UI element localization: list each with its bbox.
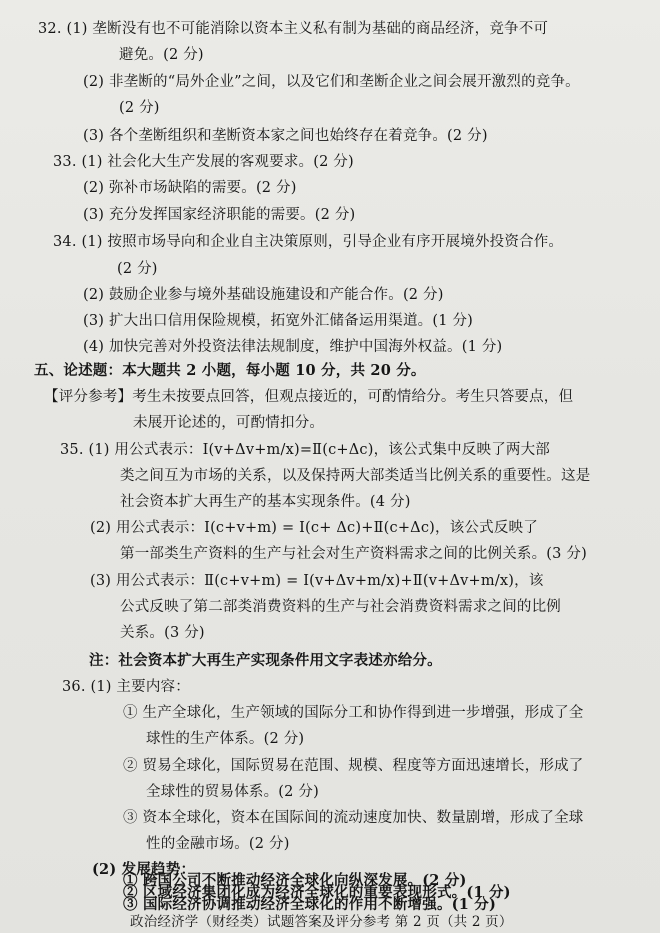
page-footer: 政治经济学（财经类）试题答案及评分参考 第 2 页（共 2 页） <box>130 914 513 930</box>
q36-point1-line1: ① 生产全球化，生产领域的国际分工和协作得到进一步增强，形成了全 <box>123 705 584 721</box>
scoring-note-line2: 未展开论述的，可酌情扣分。 <box>133 415 325 431</box>
q32-item3: (3) 各个垄断组织和垄断资本家之间也始终存在着竞争。(2 分) <box>83 128 488 144</box>
q36-point3-line2: 性的金融市场。(2 分) <box>146 836 290 852</box>
q35-item1-line3: 社会资本扩大再生产的基本实现条件。(4 分) <box>120 494 411 510</box>
q35-item3-line3: 关系。(3 分) <box>120 625 205 641</box>
q34-item1-line2: (2 分) <box>117 261 158 277</box>
q35-item2-line2: 第一部类生产资料的生产与社会对生产资料需求之间的比例关系。(3 分) <box>120 546 587 562</box>
q36-trend2: ② 区域经济集团化成为经济全球化的重要表现形式。(1 分) <box>123 884 511 901</box>
q36-point1-line2: 球性的生产体系。(2 分) <box>146 731 305 747</box>
q36-part2-heading: (2) 发展趋势： <box>92 861 196 878</box>
q36-trend3: ③ 国际经济协调推动经济全球化的作用不断增强。(1 分) <box>123 896 497 913</box>
q35-item3-line2: 公式反映了第二部类消费资料的生产与社会消费资料需求之间的比例 <box>120 599 561 615</box>
q35-item1-line1: 35. (1) 用公式表示：Ⅰ(v+Δv+m/x)=Ⅱ(c+Δc)，该公式集中反映了两大部 <box>60 442 551 458</box>
q34-item3: (3) 扩大出口信用保险规模，拓宽外汇储备运用渠道。(1 分) <box>83 313 473 329</box>
q32-item1-line2: 避免。(2 分) <box>119 47 204 63</box>
q36-trend1: ① 跨国公司不断推动经济全球化向纵深发展。(2 分) <box>123 872 467 889</box>
q32-item2-line1: (2) 非垄断的“局外企业”之间，以及它们和垄断企业之间会展开激烈的竞争。 <box>83 74 580 90</box>
q32-item2-line2: (2 分) <box>119 100 160 116</box>
q34-item4: (4) 加快完善对外投资法律法规制度，维护中国海外权益。(1 分) <box>83 339 503 355</box>
q35-item3-line1: (3) 用公式表示：Ⅱ(c+v+m) = Ⅰ(v+Δv+m/x)+Ⅱ(v+Δv+m/x)，该 <box>90 573 544 589</box>
q34-item1-line1: 34. (1) 按照市场导向和企业自主决策原则，引导企业有序开展境外投资合作。 <box>53 234 564 250</box>
q36-point2-line1: ② 贸易全球化，国际贸易在范围、规模、程度等方面迅速增长，形成了 <box>123 758 584 774</box>
q33-item2: (2) 弥补市场缺陷的需要。(2 分) <box>83 180 297 196</box>
q34-item2: (2) 鼓励企业参与境外基础设施建设和产能合作。(2 分) <box>83 287 444 303</box>
q32-item1-line1: 32. (1) 垄断没有也不可能消除以资本主义私有制为基础的商品经济，竞争不可 <box>38 21 549 37</box>
q36-point2-line2: 全球性的贸易体系。(2 分) <box>146 784 319 800</box>
scoring-note-line1: 【评分参考】考生未按要点回答，但观点接近的，可酌情给分。考生只答要点，但 <box>44 389 574 405</box>
q33-item3: (3) 充分发挥国家经济职能的需要。(2 分) <box>83 207 356 223</box>
q33-item1: 33. (1) 社会化大生产发展的客观要求。(2 分) <box>53 154 354 170</box>
q36-point3-line1: ③ 资本全球化，资本在国际间的流动速度加快、数量剧增，形成了全球 <box>123 810 584 826</box>
q35-item2-line1: (2) 用公式表示：Ⅰ(c+v+m) = Ⅰ(c+ Δc)+Ⅱ(c+Δc)，该公式反映了 <box>90 520 538 536</box>
q36-part1-heading: 36. (1) 主要内容： <box>62 679 190 695</box>
q35-note: 注：社会资本扩大再生产实现条件用文字表述亦给分。 <box>89 652 442 669</box>
q35-item1-line2: 类之间互为市场的关系，以及保持两大部类适当比例关系的重要性。这是 <box>120 468 591 484</box>
section-five-heading: 五、论述题：本大题共 2 小题，每小题 10 分，共 20 分。 <box>34 362 426 379</box>
